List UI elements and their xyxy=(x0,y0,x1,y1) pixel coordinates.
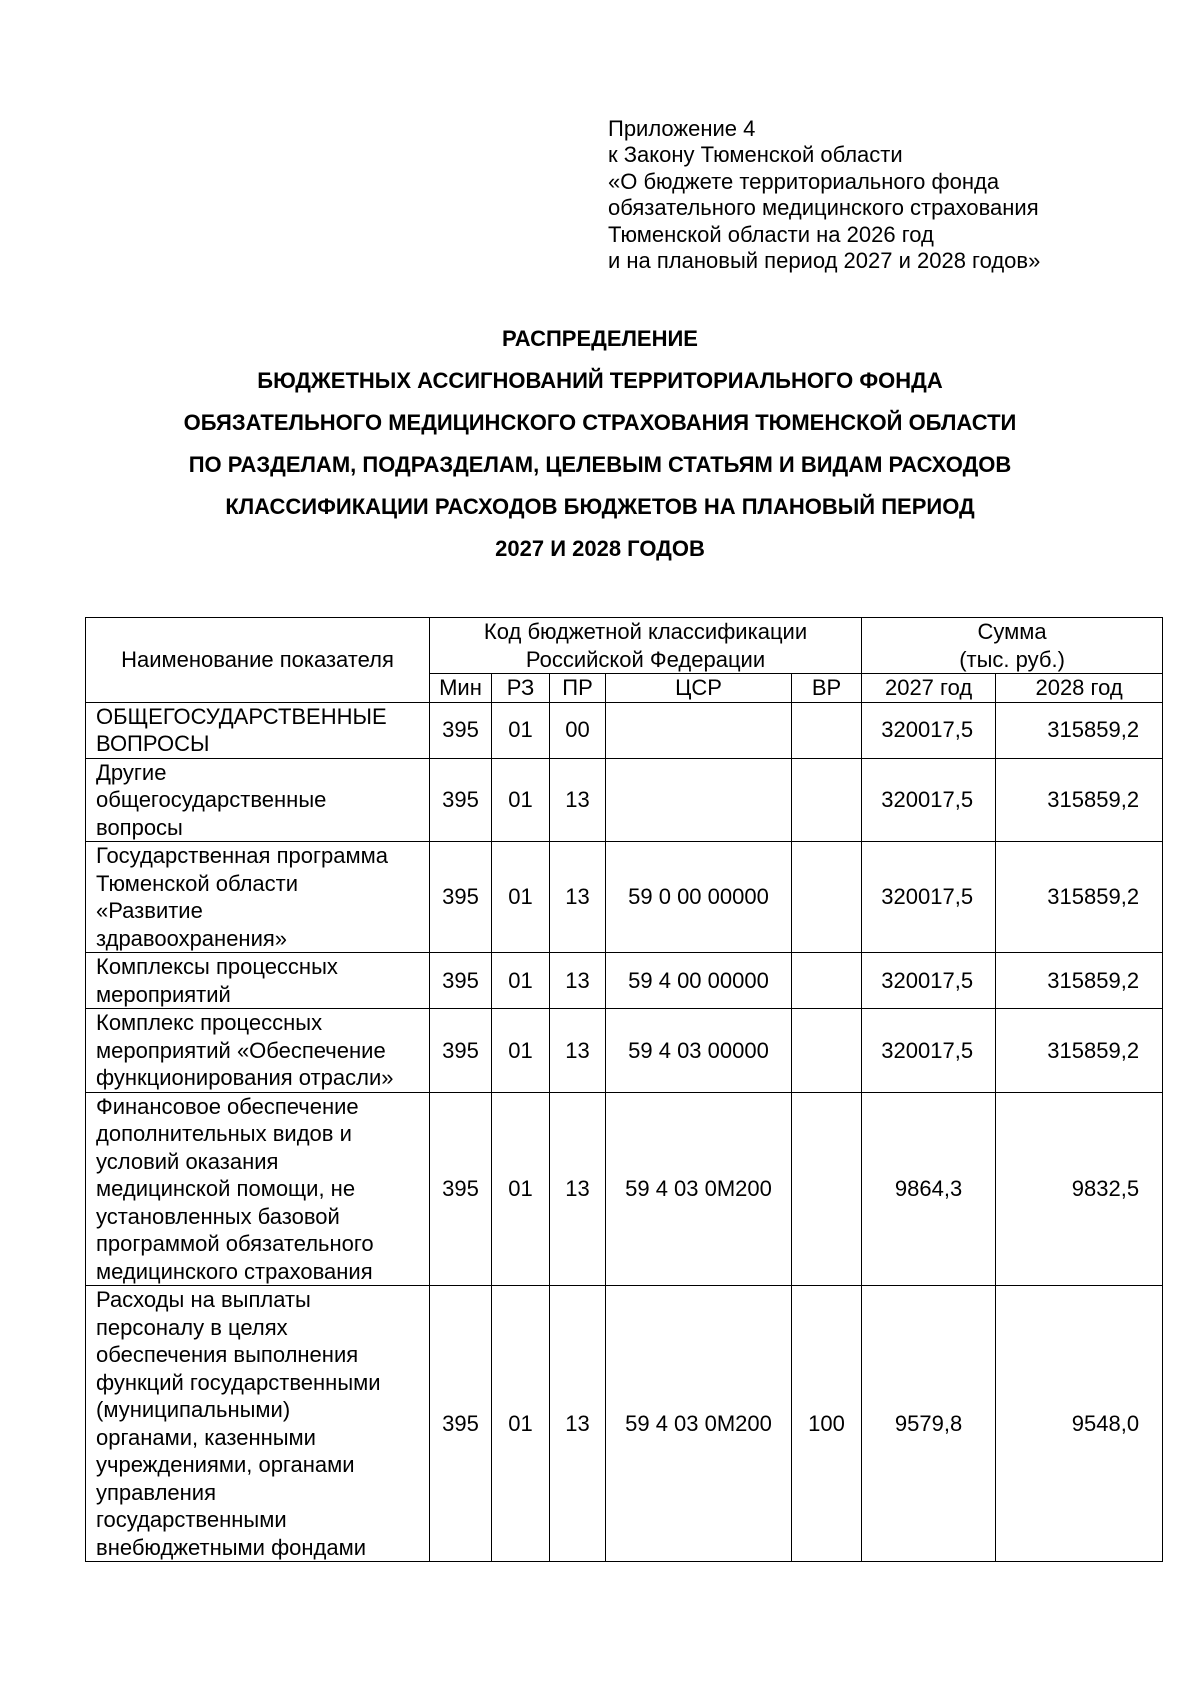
cell-rz: 01 xyxy=(492,758,550,842)
row-name-line: здравоохранения» xyxy=(96,925,288,951)
title-line: 2027 И 2028 ГОДОВ xyxy=(495,536,705,561)
row-name-line: (муниципальными) xyxy=(96,1397,291,1422)
row-name xyxy=(86,702,430,758)
row-name-line: обеспечения выполнения xyxy=(96,1342,359,1367)
header-code-line: Российской Федерации xyxy=(525,646,766,672)
header-min: Мин xyxy=(430,674,492,703)
header-sum-group xyxy=(862,618,1163,674)
cell-vr xyxy=(792,1092,862,1286)
cell-pr: 13 xyxy=(550,953,606,1009)
header-2028: 2028 год xyxy=(996,674,1163,703)
cell-rz: 01 xyxy=(492,1286,550,1562)
row-name-line: мероприятий «Обеспечение xyxy=(96,1037,386,1063)
appendix-line: и на плановый период 2027 и 2028 годов» xyxy=(608,247,1041,273)
document-title xyxy=(0,318,1200,570)
row-name xyxy=(86,842,430,953)
cell-rz: 01 xyxy=(492,1092,550,1286)
header-sum-line: Сумма xyxy=(977,619,1047,644)
budget-table xyxy=(85,617,1163,1562)
cell-vr xyxy=(792,702,862,758)
row-name-line: вопросы xyxy=(96,814,183,840)
cell-min: 395 xyxy=(430,702,492,758)
row-name xyxy=(86,758,430,842)
row-name-line: учреждениями, органами xyxy=(96,1452,355,1477)
header-name-label: Наименование показателя xyxy=(121,647,394,672)
cell-min: 395 xyxy=(430,1092,492,1286)
cell-min: 395 xyxy=(430,1286,492,1562)
table-row xyxy=(86,1286,1163,1562)
row-name-line: «Развитие xyxy=(96,898,203,923)
cell-csr: 59 4 03 0М200 xyxy=(606,1286,792,1562)
row-name-line: внебюджетными фондами xyxy=(96,1534,367,1560)
cell-2028: 9832,5 xyxy=(996,1092,1163,1286)
header-pr: ПР xyxy=(550,674,606,703)
cell-pr: 13 xyxy=(550,1009,606,1093)
row-name xyxy=(86,953,430,1009)
cell-2027: 320017,5 xyxy=(862,702,996,758)
row-name-line: функций государственными xyxy=(96,1369,381,1395)
cell-2028: 9548,0 xyxy=(996,1286,1163,1562)
row-name-line: установленных базовой xyxy=(96,1203,340,1229)
table-row xyxy=(86,842,1163,953)
header-name xyxy=(86,618,430,703)
cell-vr xyxy=(792,1009,862,1093)
header-csr: ЦСР xyxy=(606,674,792,703)
row-name xyxy=(86,1009,430,1093)
cell-csr xyxy=(606,758,792,842)
title-line: ПО РАЗДЕЛАМ, ПОДРАЗДЕЛАМ, ЦЕЛЕВЫМ СТАТЬЯМ И ВИДАМ РАСХОДОВ xyxy=(188,452,1012,477)
row-name-line: медицинского страхования xyxy=(96,1258,373,1284)
title-line: РАСПРЕДЕЛЕНИЕ xyxy=(502,326,698,351)
appendix-line: Тюменской области на 2026 год xyxy=(608,221,934,247)
cell-csr: 59 0 00 00000 xyxy=(606,842,792,953)
cell-2027: 9864,3 xyxy=(862,1092,996,1286)
header-sum-line: (тыс. руб.) xyxy=(959,646,1065,672)
cell-2028: 315859,2 xyxy=(996,842,1163,953)
cell-2027: 320017,5 xyxy=(862,1009,996,1093)
header-2027: 2027 год xyxy=(862,674,996,703)
row-name-line: программой обязательного xyxy=(96,1231,374,1256)
row-name xyxy=(86,1286,430,1562)
cell-2028: 315859,2 xyxy=(996,702,1163,758)
cell-rz: 01 xyxy=(492,953,550,1009)
row-name-line: ВОПРОСЫ xyxy=(96,731,210,756)
appendix-line: обязательного медицинского страхования xyxy=(608,195,1039,221)
cell-2028: 315859,2 xyxy=(996,953,1163,1009)
cell-vr xyxy=(792,758,862,842)
cell-min: 395 xyxy=(430,842,492,953)
header-rz: РЗ xyxy=(492,674,550,703)
row-name-line: управления xyxy=(96,1479,216,1505)
cell-vr: 100 xyxy=(792,1286,862,1562)
row-name-line: Расходы на выплаты xyxy=(96,1287,311,1312)
cell-rz: 01 xyxy=(492,702,550,758)
cell-vr xyxy=(792,953,862,1009)
row-name-line: ОБЩЕГОСУДАРСТВЕННЫЕ xyxy=(96,703,387,729)
cell-rz: 01 xyxy=(492,1009,550,1093)
table-row xyxy=(86,953,1163,1009)
row-name-line: Комплекс процессных xyxy=(96,1010,323,1035)
cell-rz: 01 xyxy=(492,842,550,953)
cell-min: 395 xyxy=(430,758,492,842)
row-name-line: дополнительных видов и xyxy=(96,1121,352,1146)
title-line: КЛАССИФИКАЦИИ РАСХОДОВ БЮДЖЕТОВ НА ПЛАНОВЫЙ ПЕРИОД xyxy=(225,494,975,519)
cell-csr: 59 4 03 00000 xyxy=(606,1009,792,1093)
cell-pr: 13 xyxy=(550,1092,606,1286)
cell-pr: 13 xyxy=(550,842,606,953)
cell-2027: 9579,8 xyxy=(862,1286,996,1562)
row-name-line: Другие xyxy=(96,759,167,785)
row-name-line: персоналу в целях xyxy=(96,1314,288,1340)
table-row xyxy=(86,758,1163,842)
row-name-line: медицинской помощи, не xyxy=(96,1176,356,1201)
cell-min: 395 xyxy=(430,953,492,1009)
cell-2027: 320017,5 xyxy=(862,842,996,953)
cell-pr: 13 xyxy=(550,758,606,842)
table-row xyxy=(86,1009,1163,1093)
cell-vr xyxy=(792,842,862,953)
cell-2028: 315859,2 xyxy=(996,758,1163,842)
cell-2028: 315859,2 xyxy=(996,1009,1163,1093)
appendix-line: Приложение 4 xyxy=(608,116,756,141)
row-name-line: Финансовое обеспечение xyxy=(96,1093,359,1119)
cell-csr xyxy=(606,702,792,758)
header-code-line: Код бюджетной классификации xyxy=(483,619,808,644)
cell-pr: 00 xyxy=(550,702,606,758)
row-name-line: органами, казенными xyxy=(96,1424,316,1450)
cell-min: 395 xyxy=(430,1009,492,1093)
table-row xyxy=(86,702,1163,758)
cell-2027: 320017,5 xyxy=(862,758,996,842)
header-code-group xyxy=(430,618,862,674)
row-name xyxy=(86,1092,430,1286)
title-line: БЮДЖЕТНЫХ АССИГНОВАНИЙ ТЕРРИТОРИАЛЬНОГО ФОНДА xyxy=(257,368,943,393)
appendix-note xyxy=(608,116,1040,274)
appendix-line: «О бюджете территориального фонда xyxy=(608,168,1000,194)
row-name-line: мероприятий xyxy=(96,981,231,1007)
row-name-line: государственными xyxy=(96,1507,287,1532)
row-name-line: общегосударственные xyxy=(96,787,327,812)
cell-csr: 59 4 03 0М200 xyxy=(606,1092,792,1286)
title-line: ОБЯЗАТЕЛЬНОГО МЕДИЦИНСКОГО СТРАХОВАНИЯ ТЮМЕНСКОЙ ОБЛАСТИ xyxy=(183,410,1017,435)
row-name-line: Государственная программа xyxy=(96,843,388,868)
row-name-line: условий оказания xyxy=(96,1148,279,1174)
cell-csr: 59 4 00 00000 xyxy=(606,953,792,1009)
row-name-line: Комплексы процессных xyxy=(96,954,338,979)
cell-pr: 13 xyxy=(550,1286,606,1562)
cell-2027: 320017,5 xyxy=(862,953,996,1009)
header-vr: ВР xyxy=(792,674,862,703)
row-name-line: Тюменской области xyxy=(96,870,299,896)
table-row xyxy=(86,1092,1163,1286)
appendix-line: к Закону Тюменской области xyxy=(608,142,903,168)
row-name-line: функционирования отрасли» xyxy=(96,1065,394,1090)
